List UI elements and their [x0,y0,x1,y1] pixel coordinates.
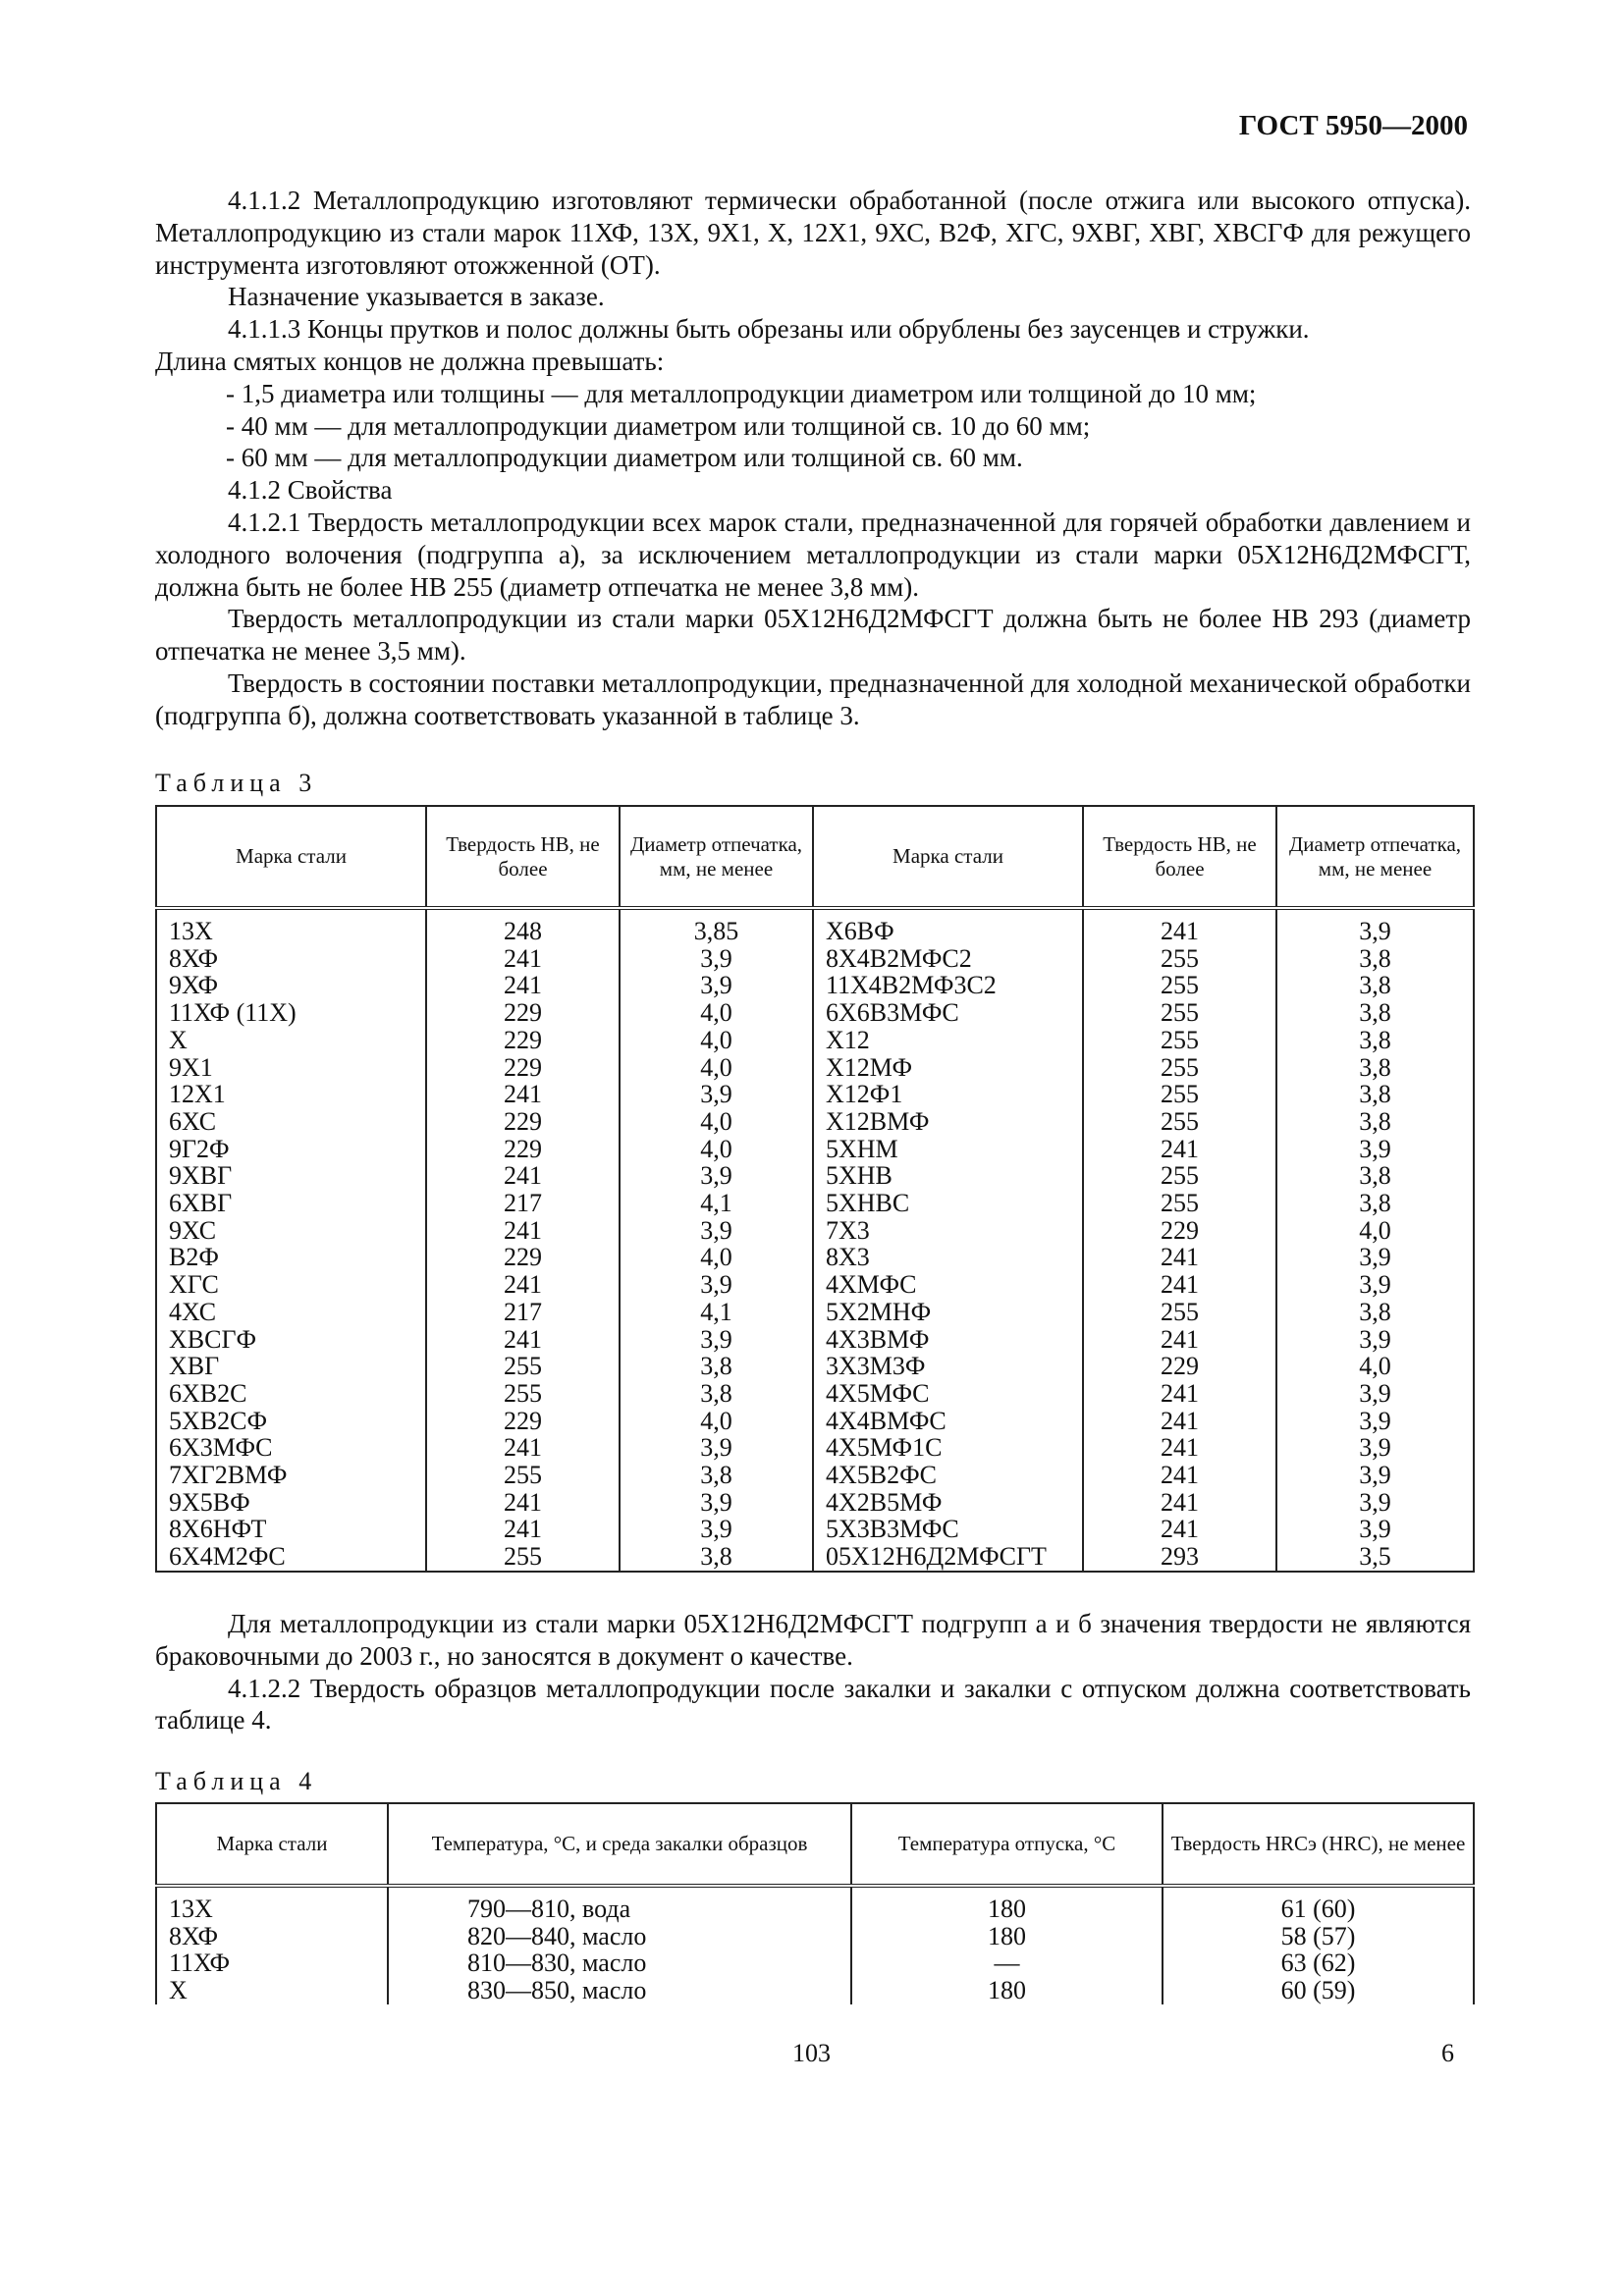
table-row [156,1244,1474,1271]
hardness-hb-cell: 229 [1083,1353,1276,1380]
indent-diameter-cell: 3,9 [1276,1489,1474,1517]
hardness-hb-cell: 255 [426,1543,620,1572]
quench-temperature-cell: 830—850, масло [388,1977,851,2004]
table-3 [155,805,1475,1573]
indent-diameter-cell: 3,9 [1276,1380,1474,1408]
table-row [156,1217,1474,1245]
indent-diameter-cell: 3,9 [620,1271,813,1299]
indent-diameter-cell: 3,9 [620,1326,813,1354]
hardness-hb-cell: 255 [426,1380,620,1408]
hardness-hb-cell: 241 [1083,1136,1276,1163]
indent-diameter-cell: 3,8 [1276,1027,1474,1054]
indent-diameter-cell: 3,8 [1276,972,1474,999]
indent-diameter-cell: 3,9 [1276,1462,1474,1489]
steel-grade-cell: 4Х2В5МФ [813,1489,1083,1517]
hardness-hb-cell: 241 [1083,1380,1276,1408]
table-row [156,1136,1474,1163]
hrc-hardness-cell: 63 (62) [1163,1949,1474,1977]
steel-grade-cell: 9ХВГ [156,1162,426,1190]
table-row [156,999,1474,1027]
hardness-hb-cell: 241 [426,1326,620,1354]
steel-grade-cell: 6Х6В3МФС [813,999,1083,1027]
indent-diameter-cell: 3,9 [620,945,813,973]
hardness-hb-cell: 241 [1083,1244,1276,1271]
hrc-hardness-cell: 60 (59) [1163,1977,1474,2004]
paragraph-order-note: Назначение указывается в заказе. [228,282,605,312]
paragraph-4-1-2-1: 4.1.2.1 Твердость металлопродукции всех марок стали, предназначенной для горячей обработки давлением и холодного волочения (подгруппа а), за исключением металлопродукции из стали марки 05Х12Н6Д2МФСГТ, должна быть не более НВ 255 (диаметр отпечатка не менее 3,8 мм). [155,507,1471,602]
indent-diameter-cell: 4,0 [620,1054,813,1082]
steel-grade-cell: 11ХФ [156,1949,388,1977]
hardness-hb-cell: 241 [1083,1326,1276,1354]
hardness-hb-cell: 255 [1083,945,1276,973]
hardness-hb-cell: 241 [426,972,620,999]
table-4-header-row [156,1803,1474,1886]
table-3-header-hb-left: Твердость НВ, не более [426,806,620,908]
table-row [156,1923,1474,1950]
paragraph-hardness-05x12: Твердость металлопродукции из стали марки 05Х12Н6Д2МФСГТ должна быть не более НВ 293 (диаметр отпечатка не менее 3,5 мм). [155,604,1471,667]
steel-grade-cell: 5ХНМ [813,1136,1083,1163]
steel-grade-cell: 4ХС [156,1299,426,1326]
table-4-header-quench: Температура, °С, и среда закалки образцов [388,1803,851,1886]
hardness-hb-cell: 255 [426,1353,620,1380]
steel-grade-cell: 13Х [156,908,426,945]
sheet-number: 6 [1441,2039,1454,2067]
steel-grade-cell: 6Х4М2ФС [156,1543,426,1572]
table-row [156,1408,1474,1435]
hardness-hb-cell: 255 [1083,1027,1276,1054]
steel-grade-cell: Х12Ф1 [813,1081,1083,1108]
indent-diameter-cell: 3,9 [620,1434,813,1462]
temper-temperature-cell: 180 [851,1923,1163,1950]
hardness-hb-cell: 241 [426,1162,620,1190]
steel-grade-cell: 5Х2МНФ [813,1299,1083,1326]
hardness-hb-cell: 229 [426,1108,620,1136]
indent-diameter-cell: 3,9 [1276,908,1474,945]
indent-diameter-cell: 3,9 [620,972,813,999]
table-4-header-grade: Марка стали [156,1803,388,1886]
hrc-hardness-cell: 58 (57) [1163,1923,1474,1950]
indent-diameter-cell: 3,9 [1276,1516,1474,1543]
hardness-hb-cell: 241 [1083,1271,1276,1299]
table-row [156,1462,1474,1489]
hardness-hb-cell: 248 [426,908,620,945]
table-row [156,972,1474,999]
table-row [156,1516,1474,1543]
hardness-hb-cell: 241 [426,1217,620,1245]
hardness-hb-cell: 255 [1083,1299,1276,1326]
steel-grade-cell: Х12ВМФ [813,1108,1083,1136]
indent-diameter-cell: 3,9 [1276,1244,1474,1271]
steel-grade-cell: 4Х5В2ФС [813,1462,1083,1489]
hardness-hb-cell: 229 [1083,1217,1276,1245]
table-3-header-hb-right: Твердость НВ, не более [1083,806,1276,908]
table-4 [155,1802,1475,2004]
indent-diameter-cell: 4,1 [620,1299,813,1326]
indent-diameter-cell: 3,8 [620,1462,813,1489]
steel-grade-cell: Х [156,1027,426,1054]
list-item-1: - 1,5 диаметра или толщины — для металлопродукции диаметром или толщиной до 10 мм; [226,378,1257,408]
indent-diameter-cell: 4,1 [620,1190,813,1217]
steel-grade-cell: 8ХФ [156,1923,388,1950]
hardness-hb-cell: 241 [1083,1462,1276,1489]
hardness-hb-cell: 255 [1083,1108,1276,1136]
indent-diameter-cell: 3,8 [1276,1299,1474,1326]
temper-temperature-cell: 180 [851,1977,1163,2004]
page-header-standard: ГОСТ 5950—2000 [1238,110,1468,141]
table-4-caption: Таблица 4 [155,1767,318,1795]
indent-diameter-cell: 4,0 [620,999,813,1027]
steel-grade-cell: 8Х3 [813,1244,1083,1271]
indent-diameter-cell: 4,0 [620,1408,813,1435]
indent-diameter-cell: 3,8 [1276,999,1474,1027]
table-3-header-row [156,806,1474,908]
table-row [156,1434,1474,1462]
indent-diameter-cell: 3,8 [1276,1081,1474,1108]
hardness-hb-cell: 241 [426,945,620,973]
hardness-hb-cell: 241 [1083,1489,1276,1517]
paragraph-4-1-1-3: 4.1.1.3 Концы прутков и полос должны быть обрезаны или обрублены без заусенцев и стружки. [228,314,1310,345]
indent-diameter-cell: 3,9 [620,1489,813,1517]
indent-diameter-cell: 3,9 [1276,1326,1474,1354]
indent-diameter-cell: 4,0 [620,1027,813,1054]
indent-diameter-cell: 3,5 [1276,1543,1474,1572]
hardness-hb-cell: 229 [426,1136,620,1163]
table-row [156,945,1474,973]
table-row [156,1299,1474,1326]
indent-diameter-cell: 3,9 [620,1162,813,1190]
body-text-top [155,185,1471,732]
hardness-hb-cell: 241 [426,1081,620,1108]
table-3-body [156,908,1474,1572]
steel-grade-cell: 5Х3В3МФС [813,1516,1083,1543]
table-row [156,908,1474,945]
list-item-3: - 60 мм — для металлопродукции диаметром или толщиной св. 60 мм. [226,443,1023,473]
steel-grade-cell: 6Х3МФС [156,1434,426,1462]
table-3-caption: Таблица 3 [155,769,318,797]
indent-diameter-cell: 3,9 [1276,1136,1474,1163]
steel-grade-cell: 8Х6НФТ [156,1516,426,1543]
hardness-hb-cell: 241 [1083,1516,1276,1543]
table-row [156,1271,1474,1299]
hardness-hb-cell: 241 [1083,1434,1276,1462]
hardness-hb-cell: 229 [426,1244,620,1271]
steel-grade-cell: 11ХФ (11Х) [156,999,426,1027]
table-4-header-temper: Температура отпуска, °С [851,1803,1163,1886]
table-4-header-hrc: Твердость HRCэ (HRC), не менее [1163,1803,1474,1886]
steel-grade-cell: 9ХС [156,1217,426,1245]
steel-grade-cell: 4Х5МФ1С [813,1434,1083,1462]
hardness-hb-cell: 255 [1083,972,1276,999]
hardness-hb-cell: 229 [426,999,620,1027]
steel-grade-cell: ХВГ [156,1353,426,1380]
table-row [156,1081,1474,1108]
hardness-hb-cell: 229 [426,1408,620,1435]
table-row [156,1162,1474,1190]
indent-diameter-cell: 3,8 [620,1380,813,1408]
indent-diameter-cell: 3,8 [1276,1108,1474,1136]
hardness-hb-cell: 241 [426,1434,620,1462]
table-4-body [156,1886,1474,2004]
indent-diameter-cell: 3,9 [620,1217,813,1245]
steel-grade-cell: Х12 [813,1027,1083,1054]
hardness-hb-cell: 293 [1083,1543,1276,1572]
steel-grade-cell: 13Х [156,1886,388,1923]
steel-grade-cell: 4Х4ВМФС [813,1408,1083,1435]
table-row [156,1054,1474,1082]
page-number: 103 [792,2039,831,2067]
table-row [156,1886,1474,1923]
indent-diameter-cell: 4,0 [1276,1353,1474,1380]
indent-diameter-cell: 4,0 [620,1108,813,1136]
steel-grade-cell: 12Х1 [156,1081,426,1108]
indent-diameter-cell: 3,8 [1276,945,1474,973]
steel-grade-cell: Х12МФ [813,1054,1083,1082]
temper-temperature-cell: 180 [851,1886,1163,1923]
list-item-2: - 40 мм — для металлопродукции диаметром или толщиной св. 10 до 60 мм; [226,410,1091,441]
steel-grade-cell: 9ХФ [156,972,426,999]
table-3-header-dia-left: Диаметр отпечатка, мм, не менее [620,806,813,908]
hardness-hb-cell: 241 [1083,908,1276,945]
table-3-header-grade-right: Марка стали [813,806,1083,908]
table-row [156,1977,1474,2004]
table-3-header-grade-left: Марка стали [156,806,426,908]
indent-diameter-cell: 3,9 [1276,1271,1474,1299]
steel-grade-cell: 4Х5МФС [813,1380,1083,1408]
table-row [156,1108,1474,1136]
indent-diameter-cell: 3,9 [1276,1408,1474,1435]
body-text-middle [155,1608,1471,1736]
table-row [156,1380,1474,1408]
steel-grade-cell: 7ХГ2ВМФ [156,1462,426,1489]
steel-grade-cell: 7Х3 [813,1217,1083,1245]
steel-grade-cell: 8Х4В2МФС2 [813,945,1083,973]
hardness-hb-cell: 255 [1083,1054,1276,1082]
steel-grade-cell: Х6ВФ [813,908,1083,945]
paragraph-4-1-1-2: 4.1.1.2 Металлопродукцию изготовляют термически обработанной (после отжига или высокого отпуска). Металлопродукцию из стали марок 11ХФ, 13Х, 9Х1, Х, 12Х1, 9ХС, В2Ф, ХГС, 9ХВГ, ХВГ, ХВСГФ для режущего инструмента изготовляют отожженной (ОТ). [155,186,1471,280]
table-row [156,1353,1474,1380]
paragraph-4-1-2-2: 4.1.2.2 Твердость образцов металлопродукции после закалки и закалки с отпуском должна соответствовать таблице 4. [155,1673,1471,1735]
hardness-hb-cell: 255 [426,1462,620,1489]
indent-diameter-cell: 3,8 [1276,1162,1474,1190]
steel-grade-cell: 4Х3ВМФ [813,1326,1083,1354]
steel-grade-cell: 8ХФ [156,945,426,973]
hardness-hb-cell: 241 [426,1489,620,1517]
steel-grade-cell: 9Х1 [156,1054,426,1082]
indent-diameter-cell: 3,9 [620,1081,813,1108]
indent-diameter-cell: 4,0 [620,1244,813,1271]
quench-temperature-cell: 790—810, вода [388,1886,851,1923]
temper-temperature-cell: — [851,1949,1163,1977]
hardness-hb-cell: 241 [1083,1408,1276,1435]
hardness-hb-cell: 255 [1083,1162,1276,1190]
steel-grade-cell: 6ХВГ [156,1190,426,1217]
hardness-hb-cell: 241 [426,1271,620,1299]
indent-diameter-cell: 3,85 [620,908,813,945]
indent-diameter-cell: 4,0 [1276,1217,1474,1245]
indent-diameter-cell: 3,8 [1276,1054,1474,1082]
steel-grade-cell: 11Х4В2МФ3С2 [813,972,1083,999]
indent-diameter-cell: 4,0 [620,1136,813,1163]
steel-grade-cell: ХГС [156,1271,426,1299]
hardness-hb-cell: 255 [1083,999,1276,1027]
section-heading-4-1-2: 4.1.2 Свойства [228,475,393,506]
hardness-hb-cell: 255 [1083,1190,1276,1217]
hardness-hb-cell: 229 [426,1027,620,1054]
quench-temperature-cell: 820—840, масло [388,1923,851,1950]
steel-grade-cell: Х [156,1977,388,2004]
hardness-hb-cell: 217 [426,1190,620,1217]
steel-grade-cell: 5ХНВ [813,1162,1083,1190]
hardness-hb-cell: 241 [426,1516,620,1543]
hardness-hb-cell: 229 [426,1054,620,1082]
indent-diameter-cell: 3,9 [1276,1434,1474,1462]
hardness-hb-cell: 255 [1083,1081,1276,1108]
steel-grade-cell: 5ХНВС [813,1190,1083,1217]
indent-diameter-cell: 3,8 [1276,1190,1474,1217]
steel-grade-cell: В2Ф [156,1244,426,1271]
steel-grade-cell: 6ХС [156,1108,426,1136]
table-row [156,1949,1474,1977]
quench-temperature-cell: 810—830, масло [388,1949,851,1977]
paragraph-05x12-note: Для металлопродукции из стали марки 05Х12Н6Д2МФСГТ подгрупп а и б значения твердости не являются браковочными до 2003 г., но заносятся в документ о качестве. [155,1609,1471,1671]
table-row [156,1543,1474,1572]
steel-grade-cell: 5ХВ2СФ [156,1408,426,1435]
table-row [156,1027,1474,1054]
steel-grade-cell: 9Г2Ф [156,1136,426,1163]
table-row [156,1326,1474,1354]
hrc-hardness-cell: 61 (60) [1163,1886,1474,1923]
steel-grade-cell: 9Х5ВФ [156,1489,426,1517]
steel-grade-cell: 6ХВ2С [156,1380,426,1408]
steel-grade-cell: 4ХМФС [813,1271,1083,1299]
paragraph-hardness-delivery: Твердость в состоянии поставки металлопродукции, предназначенной для холодной механической обработки (подгруппа б), должна соответствовать указанной в таблице 3. [155,667,1471,730]
table-row [156,1489,1474,1517]
table-3-header-dia-right: Диаметр отпечатка, мм, не менее [1276,806,1474,908]
indent-diameter-cell: 3,8 [620,1353,813,1380]
steel-grade-cell: 05Х12Н6Д2МФСГТ [813,1543,1083,1572]
indent-diameter-cell: 3,8 [620,1543,813,1572]
table-row [156,1190,1474,1217]
paragraph-end-length: Длина смятых концов не должна превышать: [155,346,665,376]
steel-grade-cell: ХВСГФ [156,1326,426,1354]
steel-grade-cell: 3Х3М3Ф [813,1353,1083,1380]
indent-diameter-cell: 3,9 [620,1516,813,1543]
hardness-hb-cell: 217 [426,1299,620,1326]
